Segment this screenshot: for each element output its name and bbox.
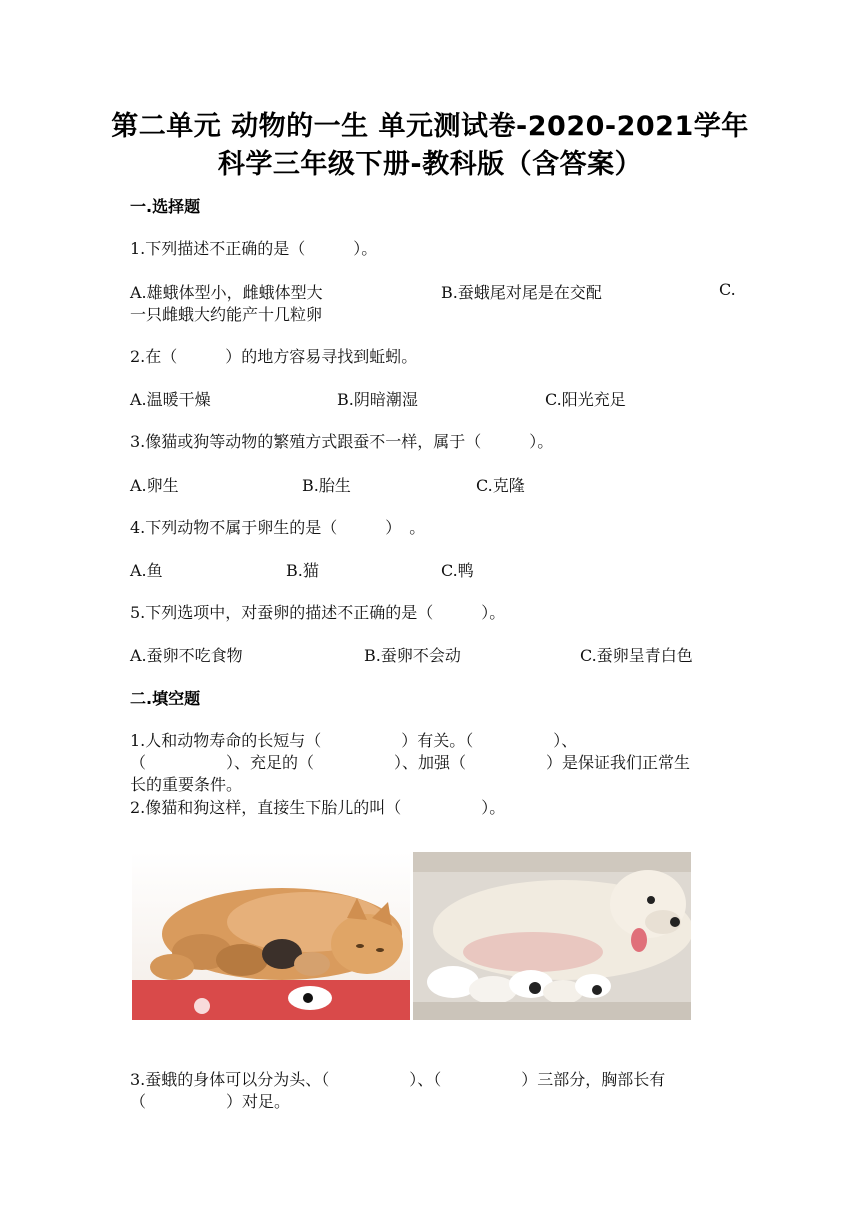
question-5-option-a: A.蚕卵不吃食物 xyxy=(130,646,243,665)
fill-question-1-line-1: 1.人和动物寿命的长短与（ ）有关。（ ）、 xyxy=(130,731,578,750)
fill-question-3-line-2: （ ）对足。 xyxy=(130,1092,291,1111)
question-4-option-c: C.鸭 xyxy=(441,561,474,580)
question-3-option-a: A.卵生 xyxy=(130,476,179,495)
question-2-option-a: A.温暖干燥 xyxy=(130,390,211,409)
question-1-option-c-text: 一只雌蛾大约能产十几粒卵 xyxy=(130,305,323,324)
question-5-option-c: C.蚕卵呈青白色 xyxy=(580,646,693,665)
fill-question-1-line-3: 长的重要条件。 xyxy=(130,775,243,794)
question-3-stem: 3.像猫或狗等动物的繁殖方式跟蚕不一样，属于（ ）。 xyxy=(130,432,554,451)
section-heading-choice: 一.选择题 xyxy=(130,197,201,216)
question-2-option-c: C.阳光充足 xyxy=(545,390,626,409)
fill-question-1-line-2: （ ）、充足的（ ）、加强（ ）是保证我们正常生 xyxy=(130,753,691,772)
question-4-option-b: B.猫 xyxy=(286,561,319,580)
page-title-line-1: 第二单元 动物的一生 单元测试卷-2020-2021学年 xyxy=(111,111,749,142)
question-3-option-c: C.克隆 xyxy=(476,476,525,495)
question-3-option-b: B.胎生 xyxy=(302,476,351,495)
question-1-stem: 1.下列描述不正确的是（ ）。 xyxy=(130,239,378,258)
question-1-option-a: A.雄蛾体型小，雌蛾体型大 xyxy=(130,283,323,302)
question-5-option-b: B.蚕卵不会动 xyxy=(364,646,461,665)
question-5-stem: 5.下列选项中，对蚕卵的描述不正确的是（ ）。 xyxy=(130,603,506,622)
question-1-option-b: B.蚕蛾尾对尾是在交配 xyxy=(441,283,602,302)
question-2-option-b: B.阴暗潮湿 xyxy=(337,390,418,409)
question-4-option-a: A.鱼 xyxy=(130,561,163,580)
section-heading-fill-in: 二.填空题 xyxy=(130,689,201,708)
question-2-stem: 2.在（ ）的地方容易寻找到蚯蚓。 xyxy=(130,347,418,366)
dog-nursing-puppies-photo xyxy=(413,852,691,1020)
fill-question-3-line-1: 3.蚕蛾的身体可以分为头、（ ）、（ ）三部分，胸部长有 xyxy=(130,1070,666,1089)
page-title-line-2: 科学三年级下册-教科版（含答案） xyxy=(217,149,643,180)
question-4-stem: 4.下列动物不属于卵生的是（ ） 。 xyxy=(130,518,426,537)
fill-question-2: 2.像猫和狗这样，直接生下胎儿的叫（ ）。 xyxy=(130,798,506,817)
question-1-option-c: C. xyxy=(719,280,736,299)
cat-nursing-kittens-photo xyxy=(132,852,410,1020)
